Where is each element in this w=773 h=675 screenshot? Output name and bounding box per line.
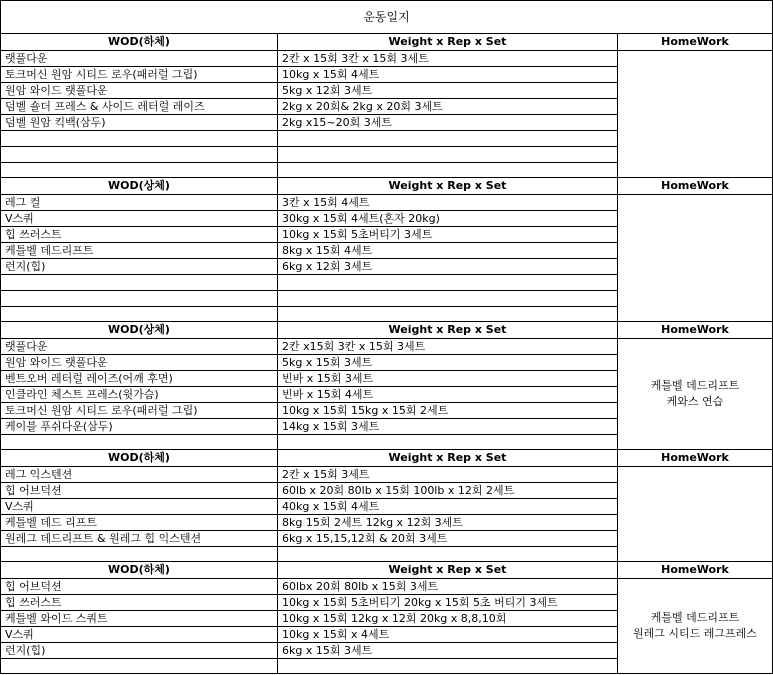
exercise-cell	[1, 291, 276, 307]
exercise-cell: 힙 쓰러스트	[5, 596, 62, 609]
exercise-cell: 원레그 데드리프트 & 원레그 힙 익스텐션	[5, 532, 202, 545]
weight-rep-set-cell: 10kg x 15회 15kg x 15회 2세트	[282, 404, 449, 417]
column-divider	[617, 33, 618, 177]
weight-rep-set-cell	[278, 147, 616, 163]
weight-rep-set-cell: 60lbx 20회 80lb x 15회 3세트	[282, 580, 439, 593]
row-divider	[0, 98, 618, 99]
row-divider	[0, 498, 618, 499]
row-divider	[0, 658, 618, 659]
row-divider	[0, 82, 618, 83]
row-divider	[0, 546, 618, 547]
row-divider	[0, 418, 618, 419]
header-weight-rep-set: Weight x Rep x Set	[388, 563, 507, 576]
exercise-cell: 케틀벨 데드리프트	[5, 244, 94, 257]
row-divider	[0, 514, 618, 515]
header-weight-rep-set: Weight x Rep x Set	[388, 35, 507, 48]
exercise-cell: 힙 쓰러스트	[5, 228, 62, 241]
header-homework: HomeWork	[661, 35, 729, 48]
exercise-cell: 레그 컬	[5, 196, 41, 209]
weight-rep-set-cell: 2칸 x 15회 3칸 x 15회 3세트	[282, 52, 429, 65]
weight-rep-set-cell: 10kg x 15회 5초버티기 20kg x 15회 5초 버티기 3세트	[282, 596, 558, 609]
weight-rep-set-cell: 5kg x 15회 3세트	[282, 356, 373, 369]
header-wod: WOD(상체)	[108, 323, 170, 336]
exercise-cell: 랫풀다운	[5, 52, 48, 65]
exercise-cell	[1, 131, 276, 147]
row-divider	[0, 594, 618, 595]
weight-rep-set-cell: 6kg x 15회 3세트	[282, 644, 373, 657]
row-divider	[0, 642, 618, 643]
exercise-cell: 토크머신 원암 시티드 로우(패러럴 그립)	[5, 404, 198, 417]
exercise-cell: 원암 와이드 랫풀다운	[5, 356, 108, 369]
weight-rep-set-cell: 10kg x 15회 5초버티기 3세트	[282, 228, 433, 241]
exercise-cell: 덤벨 원암 킥백(삼두)	[5, 116, 106, 129]
row-divider	[0, 130, 618, 131]
homework-note: 케와스 연습	[666, 395, 724, 408]
weight-rep-set-cell	[278, 291, 616, 307]
row-divider	[0, 530, 618, 531]
weight-rep-set-cell: 8kg 15회 2세트 12kg x 12회 3세트	[282, 516, 463, 529]
exercise-cell: V스쿼	[5, 212, 34, 225]
homework-note: 원레그 시티드 레그프레스	[633, 627, 757, 640]
weight-rep-set-cell: 2kg x 20회& 2kg x 20회 3세트	[282, 100, 443, 113]
header-homework: HomeWork	[661, 563, 729, 576]
weight-rep-set-cell	[278, 659, 616, 675]
exercise-cell: 랫풀다운	[5, 340, 48, 353]
exercise-cell	[1, 659, 276, 675]
header-wod: WOD(하체)	[108, 563, 170, 576]
weight-rep-set-cell: 40kg x 15회 4세트	[282, 500, 380, 513]
weight-rep-set-cell: 빈바 x 15회 3세트	[282, 372, 374, 385]
exercise-cell: 힙 어브덕션	[5, 484, 62, 497]
row-divider	[0, 306, 618, 307]
exercise-cell: 원암 와이드 랫풀다운	[5, 84, 108, 97]
row-divider	[0, 482, 618, 483]
exercise-cell: 힙 어브덕션	[5, 580, 62, 593]
exercise-cell	[1, 147, 276, 163]
row-divider	[0, 626, 618, 627]
exercise-cell: 케틀벨 데드 리프트	[5, 516, 98, 529]
header-wod: WOD(하체)	[108, 35, 170, 48]
header-weight-rep-set: Weight x Rep x Set	[388, 323, 507, 336]
header-weight-rep-set: Weight x Rep x Set	[388, 451, 507, 464]
homework-note: 케틀벨 데드리프트	[650, 379, 740, 392]
weight-rep-set-cell: 3칸 x 15회 4세트	[282, 196, 370, 209]
row-divider	[0, 242, 618, 243]
exercise-cell: 런지(힙)	[5, 260, 46, 273]
frame-top-border	[0, 0, 773, 1]
exercise-cell: 인클라인 체스트 프레스(윗가슴)	[5, 388, 159, 401]
weight-rep-set-cell: 8kg x 15회 4세트	[282, 244, 373, 257]
weight-rep-set-cell: 6kg x 12회 3세트	[282, 260, 373, 273]
weight-rep-set-cell: 2kg x15~20회 3세트	[282, 116, 392, 129]
weight-rep-set-cell	[278, 275, 616, 291]
exercise-cell	[1, 275, 276, 291]
header-homework: HomeWork	[661, 323, 729, 336]
row-divider	[0, 146, 618, 147]
exercise-cell: 벤트오버 레터럴 레이즈(어깨 후면)	[5, 372, 173, 385]
homework-note: 케틀벨 데드리프트	[650, 611, 740, 624]
row-divider	[0, 402, 618, 403]
exercise-cell: V스쿼	[5, 500, 34, 513]
weight-rep-set-cell: 10kg x 15회 12kg x 12회 20kg x 8,8,10회	[282, 612, 507, 625]
weight-rep-set-cell: 30kg x 15회 4세트(혼자 20kg)	[282, 212, 440, 225]
exercise-cell: 레그 익스텐션	[5, 468, 73, 481]
weight-rep-set-cell	[278, 131, 616, 147]
row-divider	[0, 114, 618, 115]
log-title: 운동일지	[363, 10, 410, 24]
header-wod: WOD(상체)	[108, 179, 170, 192]
row-divider	[0, 434, 618, 435]
header-homework: HomeWork	[661, 179, 729, 192]
row-divider	[0, 610, 618, 611]
exercise-cell: 케이블 푸쉬다운(삼두)	[5, 420, 113, 433]
row-divider	[0, 274, 618, 275]
header-homework: HomeWork	[661, 451, 729, 464]
weight-rep-set-cell: 10kg x 15회 x 4세트	[282, 628, 390, 641]
row-divider	[0, 226, 618, 227]
column-divider	[617, 177, 618, 321]
weight-rep-set-cell: 60lb x 20회 80lb x 15회 100lb x 12회 2세트	[282, 484, 515, 497]
exercise-cell: 케틀벨 와이드 스쿼트	[5, 612, 108, 625]
row-divider	[0, 210, 618, 211]
row-divider	[0, 386, 618, 387]
row-divider	[0, 258, 618, 259]
weight-rep-set-cell: 6kg x 15,15,12회 & 20회 3세트	[282, 532, 448, 545]
header-weight-rep-set: Weight x Rep x Set	[388, 179, 507, 192]
row-divider	[0, 354, 618, 355]
header-wod: WOD(하체)	[108, 451, 170, 464]
weight-rep-set-cell: 2칸 x 15회 3세트	[282, 468, 370, 481]
exercise-cell: 토크머신 원암 시티드 로우(패러럴 그립)	[5, 68, 198, 81]
row-divider	[0, 290, 618, 291]
weight-rep-set-cell: 10kg x 15회 4세트	[282, 68, 380, 81]
row-divider	[0, 370, 618, 371]
exercise-cell: 덤벨 숄더 프레스 & 사이드 레터럴 레이즈	[5, 100, 205, 113]
exercise-cell: V스쿼	[5, 628, 34, 641]
weight-rep-set-cell: 빈바 x 15회 4세트	[282, 388, 374, 401]
row-divider	[0, 66, 618, 67]
weight-rep-set-cell: 5kg x 12회 3세트	[282, 84, 373, 97]
weight-rep-set-cell: 2칸 x15회 3칸 x 15회 3세트	[282, 340, 426, 353]
weight-rep-set-cell: 14kg x 15회 3세트	[282, 420, 380, 433]
row-divider	[0, 162, 618, 163]
exercise-cell: 런지(힙)	[5, 644, 46, 657]
